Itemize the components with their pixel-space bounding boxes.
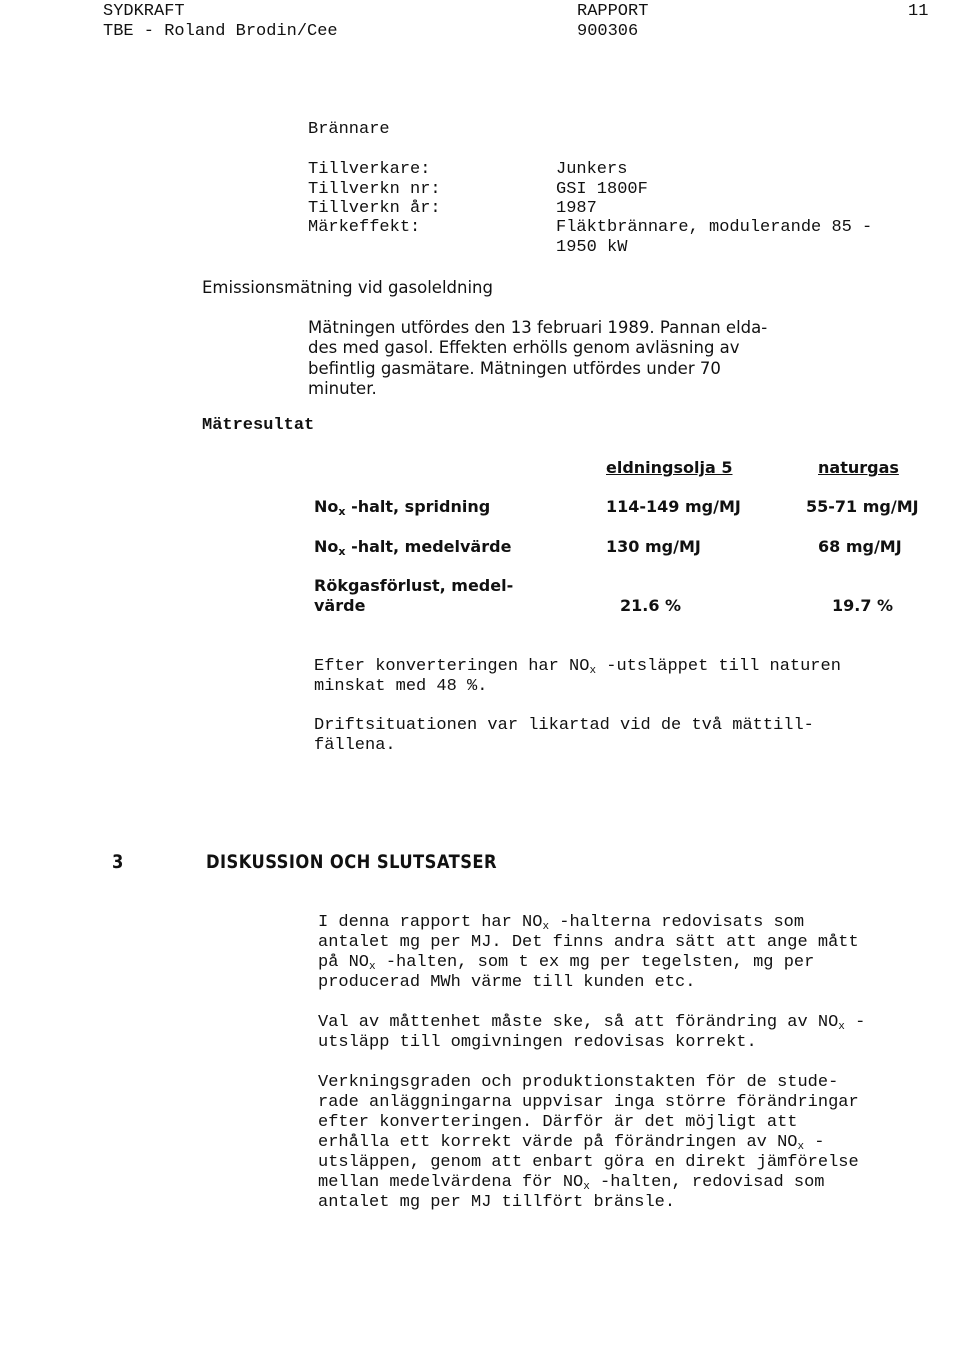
- document-date: 900306: [577, 22, 639, 41]
- discussion-p1-line-2: antalet mg per MJ. Det finns andra sätt att ange mått: [318, 933, 859, 952]
- discussion-p1-line-1-sub: x: [542, 921, 550, 933]
- emission-heading: Emissionsmätning vid gasoleldning: [202, 278, 493, 297]
- discussion-p3-line-4: [318, 1133, 825, 1153]
- situation-line-1: Driftsituationen var likartad vid de två mättill-: [314, 716, 814, 735]
- page-number: 11: [908, 2, 929, 21]
- discussion-p3-line-6-post: -halten, redovisad som: [589, 1173, 825, 1192]
- discussion-p3-line-7: antalet mg per MJ tillfört bränsle.: [318, 1193, 676, 1212]
- results-label: Mätresultat: [202, 416, 315, 435]
- conversion-line-2: minskat med 48 %.: [314, 677, 488, 696]
- burner-value-manufacturer: Junkers: [556, 160, 628, 179]
- flue-loss-gas: 19.7 %: [832, 596, 894, 615]
- discussion-p1-line-1-pre: I denna rapport har NO: [318, 913, 543, 932]
- emission-paragraph: [308, 318, 767, 400]
- section-title: DISKUSSION OCH SLUTSATSER: [206, 851, 498, 873]
- burner-label-rated-power: Märkeffekt:: [308, 218, 421, 237]
- discussion-p1-line-3-sub: x: [369, 961, 376, 973]
- conversion-line-1-pre: Efter konverteringen har NO: [314, 657, 590, 676]
- discussion-p3-line-6: [318, 1173, 825, 1193]
- discussion-p1-line-3-post: -halten, som t ex mg per tegelsten, mg per: [375, 953, 815, 972]
- document-type: RAPPORT: [577, 2, 649, 21]
- flue-loss-oil: 21.6 %: [620, 596, 682, 615]
- column-header-gas: naturgas: [818, 458, 899, 477]
- discussion-p3-line-4-sub: x: [797, 1141, 805, 1153]
- discussion-p2-line-1-sub: x: [838, 1021, 845, 1033]
- discussion-p3-line-2: rade anläggningarna uppvisar inga större förändringar: [318, 1093, 859, 1112]
- burner-label-manufacturer: Tillverkare:: [308, 160, 431, 179]
- burner-value-rated-power: Fläktbrännare, modulerande 85 -: [556, 218, 873, 237]
- discussion-p3-line-6-sub: x: [583, 1181, 590, 1193]
- discussion-p2-line-1: [318, 1013, 865, 1033]
- discussion-p1-line-4: producerad MWh värme till kunden etc.: [318, 973, 696, 992]
- burner-value-year: 1987: [556, 199, 597, 218]
- discussion-p1-line-1-post: -halterna redovisats som: [549, 913, 805, 932]
- nox-spread-gas: 55-71 mg/MJ: [806, 497, 919, 516]
- discussion-p3-line-3: efter konverteringen. Därför är det möjligt att: [318, 1113, 798, 1132]
- discussion-p3-line-4-post: -: [804, 1133, 825, 1152]
- emission-line-2: des med gasol. Effekten erhölls genom avläsning av: [308, 338, 740, 358]
- discussion-p2-line-1-post: -: [844, 1013, 866, 1032]
- conversion-line-1-post: -utsläppet till naturen: [596, 657, 841, 676]
- discussion-p2-line-1-pre: Val av måttenhet måste ske, så att förändring av NO: [318, 1013, 839, 1032]
- flue-loss-label-1: Rökgasförlust, medel-: [314, 576, 514, 595]
- conversion-line-1: [314, 657, 841, 677]
- nox-spread-oil: 114-149 mg/MJ: [606, 497, 741, 516]
- discussion-p3-line-5: utsläppen, genom att enbart göra en direkt jämförelse: [318, 1153, 859, 1172]
- nox-spread-label-sub: x: [338, 505, 346, 518]
- discussion-p1-line-3: [318, 953, 814, 973]
- burner-label-year: Tillverkn år:: [308, 199, 441, 218]
- company-name: SYDKRAFT: [103, 2, 185, 21]
- column-header-oil: eldningsolja 5: [606, 458, 733, 477]
- burner-value-serial: GSI 1800F: [556, 180, 648, 199]
- nox-mean-gas: 68 mg/MJ: [818, 537, 902, 556]
- burner-value-rated-power-cont: 1950 kW: [556, 238, 628, 257]
- emission-line-3: befintlig gasmätare. Mätningen utfördes under 70: [308, 358, 721, 378]
- emission-line-4: minuter.: [308, 379, 377, 399]
- discussion-p3-line-1: Verkningsgraden och produktionstakten för de stude-: [318, 1073, 839, 1092]
- nox-mean-label-pre: No: [314, 537, 339, 556]
- situation-line-2: fällena.: [314, 736, 396, 755]
- discussion-p3-line-6-pre: mellan medelvärdena för NO: [318, 1173, 584, 1192]
- burner-title: Brännare: [308, 120, 390, 139]
- conversion-line-1-sub: x: [589, 665, 597, 677]
- emission-line-1: Mätningen utfördes den 13 februari 1989. Pannan elda-: [308, 318, 768, 337]
- discussion-p2-line-2: utsläpp till omgivningen redovisas korrekt.: [318, 1033, 757, 1052]
- nox-mean-label-sub: x: [338, 545, 346, 558]
- nox-spread-label: [314, 497, 490, 517]
- burner-label-serial: Tillverkn nr:: [308, 180, 441, 199]
- nox-spread-label-post: -halt, spridning: [345, 497, 491, 516]
- section-number: 3: [112, 851, 124, 873]
- discussion-p1-line-3-pre: på NO: [318, 953, 370, 972]
- nox-spread-label-pre: No: [314, 497, 339, 516]
- nox-mean-label-post: -halt, medelvärde: [345, 537, 512, 556]
- discussion-p3-line-4-pre: erhålla ett korrekt värde på förändringen av NO: [318, 1133, 798, 1152]
- flue-loss-label-2: värde: [314, 596, 366, 615]
- nox-mean-oil: 130 mg/MJ: [606, 537, 701, 556]
- author-line: TBE - Roland Brodin/Cee: [103, 22, 338, 41]
- nox-mean-label: [314, 537, 511, 557]
- discussion-p1-line-1: [318, 913, 804, 933]
